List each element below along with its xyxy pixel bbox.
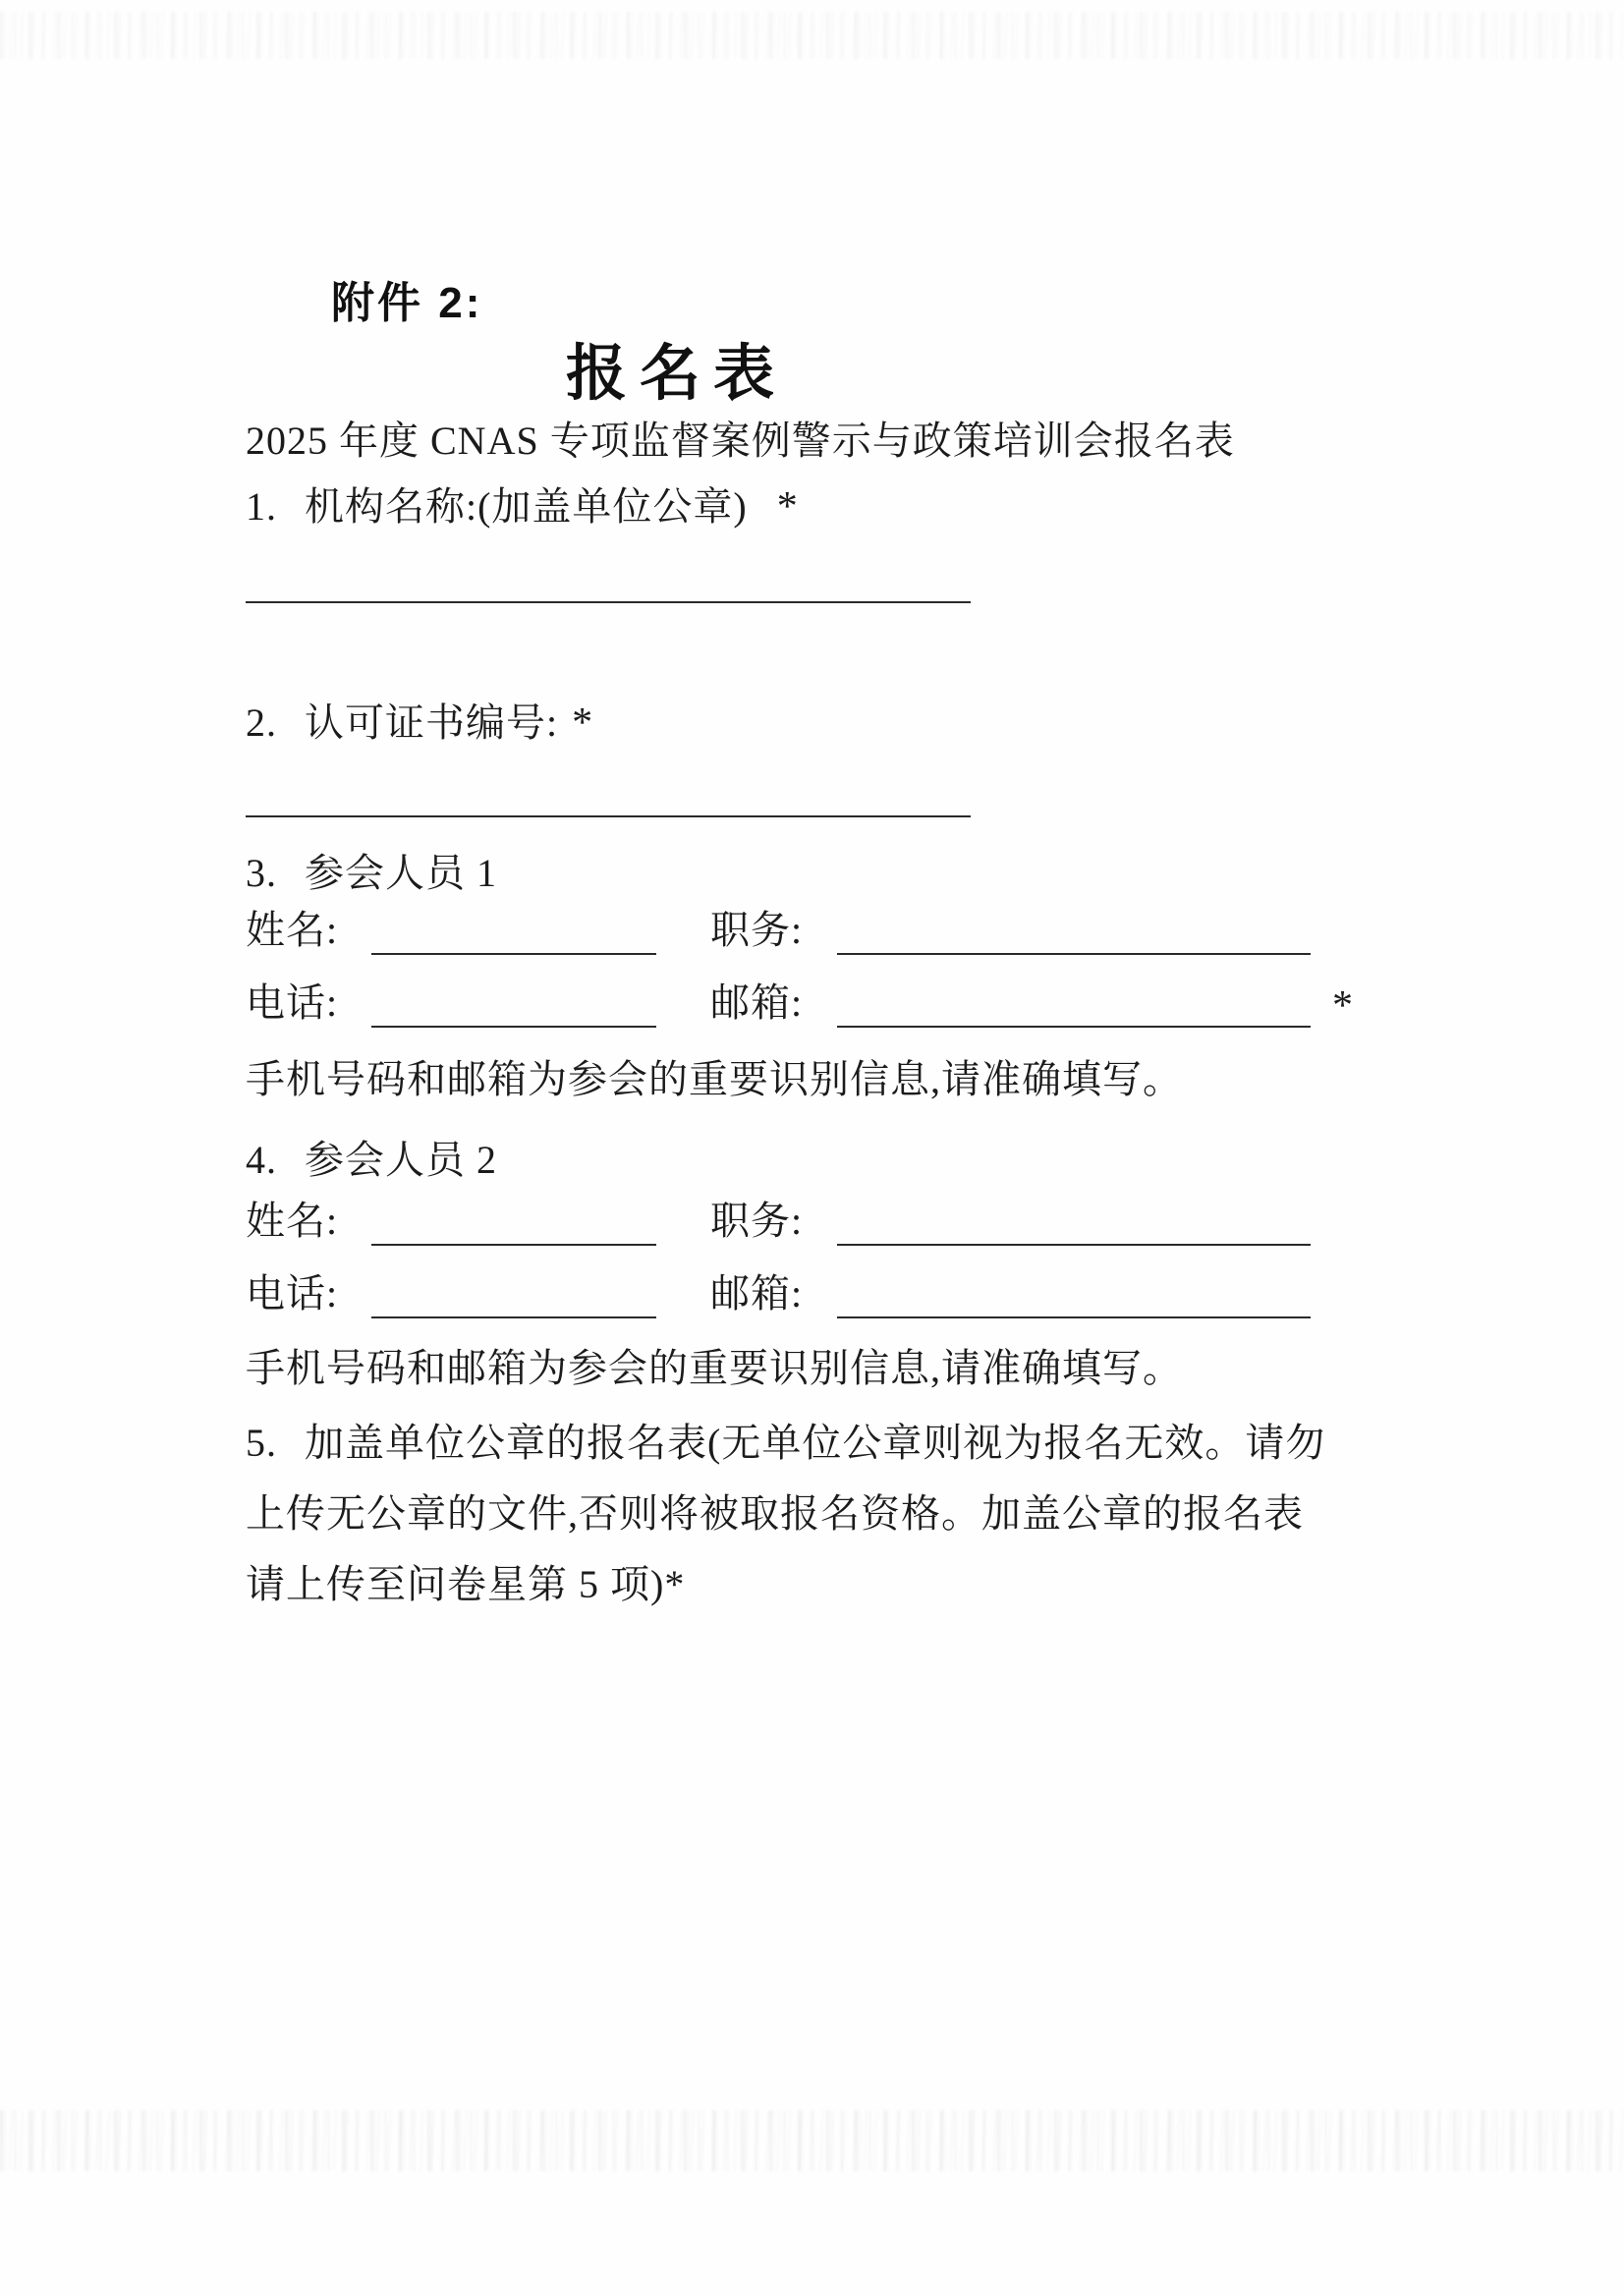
item1-row [246, 483, 799, 531]
attendee2-name-label: 姓名: [246, 1199, 339, 1243]
attendee2-phone-blank [371, 1271, 656, 1318]
item5-number: 5. [246, 1421, 277, 1465]
item4-number: 4. [246, 1138, 277, 1182]
attachment-label: 附件 2: [331, 279, 483, 327]
attendee2-jobtitle-label: 职务: [710, 1199, 804, 1243]
item4-row [246, 1138, 497, 1183]
attendee1-email-label: 邮箱: [710, 980, 804, 1025]
item1-number: 1. [246, 484, 277, 529]
attendee2-note: 手机号码和邮箱为参会的重要识别信息,请准确填写。 [246, 1346, 1183, 1390]
attendee2-email-blank [837, 1271, 1311, 1318]
attendee1-phone-blank [371, 980, 656, 1028]
item1-label: 机构名称:(加盖单位公章) [305, 484, 748, 529]
item2-required-marker: * [572, 700, 594, 746]
item3-number: 3. [246, 851, 277, 895]
attendee1-email-blank [837, 980, 1311, 1028]
item5-line2: 上传无公章的文件,否则将被取报名资格。加盖公章的报名表 [246, 1491, 1304, 1536]
certificate-number-write-in-line [246, 815, 971, 817]
item5-line1 [246, 1421, 1325, 1466]
attendee1-jobtitle-blank [837, 908, 1311, 955]
attendee2-jobtitle-blank [837, 1199, 1311, 1246]
attendee1-note: 手机号码和邮箱为参会的重要识别信息,请准确填写。 [246, 1057, 1183, 1101]
attendee2-email-label: 邮箱: [710, 1271, 804, 1315]
attendee1-phone-label: 电话: [246, 980, 339, 1025]
item1-required-marker: * [776, 484, 799, 530]
item3-label: 参会人员 1 [305, 851, 497, 895]
attendee1-name-label: 姓名: [246, 908, 339, 952]
org-name-write-in-line [246, 601, 971, 603]
form-subtitle: 2025 年度 CNAS 专项监督案例警示与政策培训会报名表 [246, 419, 1235, 463]
item3-row [246, 851, 497, 896]
attendee2-name-blank [371, 1199, 656, 1246]
scan-noise-top [0, 12, 1624, 59]
item2-label: 认可证书编号: [305, 700, 559, 745]
item5-line3: 请上传至问卷星第 5 项)* [246, 1562, 686, 1606]
item5-line1-text: 加盖单位公章的报名表(无单位公章则视为报名无效。请勿 [305, 1421, 1326, 1465]
scan-noise-bottom [0, 2110, 1624, 2171]
item2-number: 2. [246, 700, 277, 745]
item4-label: 参会人员 2 [305, 1138, 497, 1182]
item2-row [246, 700, 593, 747]
attendee2-phone-label: 电话: [246, 1271, 339, 1315]
attendee1-name-blank [371, 908, 656, 955]
attendee1-required-marker: * [1332, 983, 1354, 1029]
attendee1-jobtitle-label: 职务: [710, 908, 804, 952]
page-title: 报名表 [566, 340, 788, 408]
